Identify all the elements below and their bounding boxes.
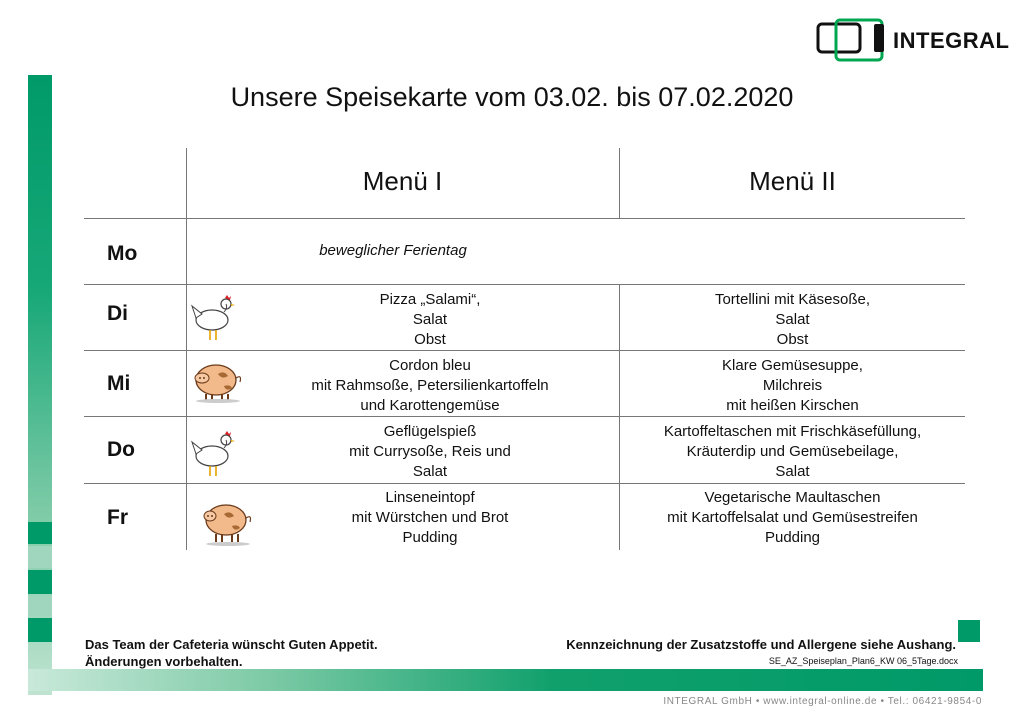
- menu-line: Kartoffeltaschen mit Frischkäsefüllung,: [663, 423, 922, 440]
- menu2-cell: [620, 290, 965, 350]
- menu-line: Geflügelspieß: [383, 423, 477, 440]
- menu2-cell: [620, 488, 965, 548]
- table-divider: [84, 416, 965, 417]
- day-label: Mi: [107, 372, 131, 395]
- footer-disclaimer: Änderungen vorbehalten.: [85, 654, 243, 669]
- menu-line: Pudding: [402, 529, 458, 546]
- menu-line: Pizza „Salami“,: [379, 291, 481, 308]
- day-label: Di: [107, 302, 128, 325]
- menu-line: Salat: [412, 463, 448, 480]
- menu-line: mit Würstchen und Brot: [351, 509, 509, 526]
- menu-line: Klare Gemüsesuppe,: [722, 357, 863, 374]
- menu-line: Kräuterdip und Gemüsebeilage,: [686, 443, 899, 460]
- menu-line: Salat: [775, 311, 810, 328]
- menu-line: Salat: [412, 311, 448, 328]
- menu-header: Menü II: [749, 166, 836, 196]
- table-divider: [84, 483, 965, 484]
- page-title: Unsere Speisekarte vom 03.02. bis 07.02.2020: [230, 82, 794, 112]
- day-label: Do: [107, 438, 135, 461]
- menu2-cell: [620, 356, 965, 416]
- menu1-cell: [230, 488, 630, 548]
- holiday-note: beweglicher Ferientag: [319, 242, 467, 259]
- day-label: Mo: [107, 242, 138, 265]
- menu-line: mit Currysoße, Reis und: [349, 443, 511, 460]
- logo-text: INTEGRAL: [893, 28, 1010, 53]
- menu-line: Cordon bleu: [389, 357, 471, 374]
- footer-greeting: Das Team der Cafeteria wünscht Guten Appetit.: [85, 637, 378, 652]
- bottom-decor-bar: [28, 669, 983, 691]
- menu-line: mit Kartoffelsalat und Gemüsestreifen: [667, 509, 918, 526]
- menu-line: mit Rahmsoße, Petersilienkartoffeln: [311, 377, 549, 394]
- menu-line: Vegetarische Maultaschen: [704, 489, 881, 506]
- left-decor-square: [28, 570, 52, 594]
- day-label: Fr: [107, 506, 128, 529]
- left-decor-square: [28, 596, 52, 616]
- menu-line: Linseneintopf: [385, 489, 475, 506]
- menu-line: Tortellini mit Käsesoße,: [714, 291, 871, 308]
- table-divider: [186, 148, 187, 550]
- menu1-cell: [230, 290, 630, 350]
- menu1-cell: [230, 422, 630, 482]
- menu-line: und Karottengemüse: [360, 397, 500, 414]
- left-decor-square: [28, 618, 52, 642]
- document-filename: SE_AZ_Speiseplan_Plan6_KW 06_5Tage.docx: [768, 656, 958, 666]
- menu-line: Salat: [775, 463, 810, 480]
- menu2-cell: [620, 422, 965, 482]
- left-decor-square: [28, 546, 52, 568]
- menu-line: Obst: [414, 331, 446, 348]
- table-divider: [84, 350, 965, 351]
- menu-line: Pudding: [764, 529, 821, 546]
- menu1-cell: [230, 356, 630, 416]
- table-divider: [84, 218, 965, 219]
- menu-line: Obst: [776, 331, 809, 348]
- table-divider: [84, 284, 965, 285]
- menu-header: Menü I: [362, 166, 443, 196]
- footer-allergen-note: Kennzeichnung der Zusatzstoffe und Allergene siehe Aushang.: [566, 637, 956, 652]
- company-info: INTEGRAL GmbH • www.integral-online.de • Tel.: 06421-9854-0: [663, 696, 982, 707]
- left-decor-square: [28, 522, 52, 544]
- right-decor-square: [958, 620, 980, 642]
- menu-line: Milchreis: [762, 377, 823, 394]
- menu-line: mit heißen Kirschen: [726, 397, 859, 414]
